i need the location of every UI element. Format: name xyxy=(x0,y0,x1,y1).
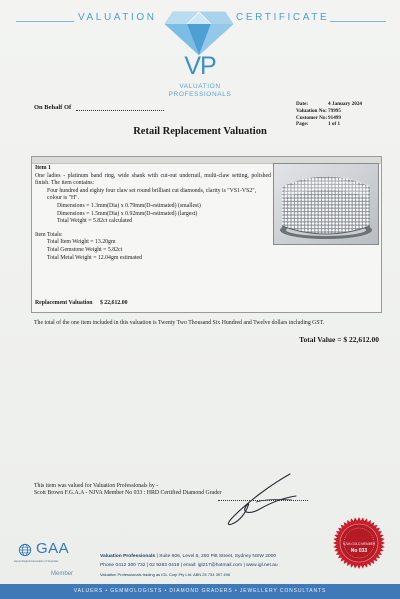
gaa-globe-icon xyxy=(14,539,36,561)
header-rule-left xyxy=(16,21,74,22)
item-dim-largest: Dimensions = 1.5mm(Dia) x 0.92mm(D-estimated) (largest) xyxy=(57,210,198,217)
meta-block xyxy=(296,101,362,128)
item-diamonds: Four hundred and eighty four claw set round brilliant cut diamonds, clarity is "VS1-VS2", colour is "H". xyxy=(47,187,257,202)
gaa-member: Member xyxy=(51,571,74,577)
signature-line xyxy=(218,500,308,501)
gaa-subtitle: Gemmological Association of Australia xyxy=(14,560,58,563)
seal-text-1: NJVA GOLD MEMBER xyxy=(342,542,376,546)
item-box xyxy=(31,156,382,313)
item-description xyxy=(35,165,271,262)
diamond-logo-icon xyxy=(163,10,235,56)
ring-photo xyxy=(273,163,379,245)
document-title: Retail Replacement Valuation xyxy=(133,126,267,137)
header-certificate: CERTIFICATE xyxy=(236,12,330,23)
vp-logo-text: VP xyxy=(184,52,216,80)
bottom-bar-text: VALUERS • GEMMOLOGISTS • DIAMOND GRADERS • JEWELLERY CONSULTANTS xyxy=(73,588,327,594)
item-total-gem-weight: Total Gemstone Weight = 5.82ct xyxy=(47,246,123,253)
replacement-label: Replacement Valuation xyxy=(35,300,93,306)
footer-company-line xyxy=(100,552,310,561)
total-sentence: The total of the one item included in this valuation is Twenty Two Thousand Six Hundred and Twelve dollars including GST. xyxy=(34,320,325,326)
header-valuation: VALUATION xyxy=(78,12,157,23)
meta-row-customer-no: Customer No: 91499 xyxy=(296,114,341,121)
footer-contact: Phone 0412 300 732 | 02 9283 0419 | email: igl217@hotmail.com | www.igl.net.au xyxy=(100,563,278,568)
vp-logo-subtitle xyxy=(160,83,240,99)
item-total-weight: Total Weight = 5.82ct calculated xyxy=(57,218,133,225)
valued-line-2: Scott Brown F.G.A.A - NJVA Member No 033 : HRD Certified Diamond Grader xyxy=(34,490,222,497)
vp-sub-valuation: VALUATION xyxy=(179,83,221,90)
valued-by xyxy=(34,483,222,498)
seal-text-2: No 033 xyxy=(350,548,368,554)
meta-row-date: Date: 4 January 2024 xyxy=(296,101,363,107)
on-behalf-label: On Behalf Of xyxy=(34,104,72,111)
footer-address xyxy=(100,552,310,579)
header-rule-right xyxy=(330,21,386,22)
item-description-text: One ladies - platinum band ring, wide shank with cut-out underrail, multi-claw setting, polished finish. The item contains: xyxy=(35,172,271,187)
valued-line-1: This item was valued for Valuation Professionals by - xyxy=(34,483,159,489)
vp-sub-professionals: PROFESSIONALS xyxy=(168,91,232,98)
footer-trading: Valuation Professionals trading as IGL Corp Pty Ltd. ABN 25 734 397 496 xyxy=(100,572,231,577)
item-total-item-weight: Total Item Weight = 13.20gm xyxy=(47,239,116,246)
item-totals-heading: Item Totals: xyxy=(35,231,63,238)
item-total-metal-weight: Total Metal Weight = 12.04gm estimated xyxy=(47,254,143,261)
item-dim-smallest: Dimensions = 1.3mm(Dia) x 0.79mm(D-estimated) (smallest) xyxy=(57,202,201,209)
item-heading: Item 1 xyxy=(35,165,51,171)
meta-row-valuation-no: Valuation No: 79995 xyxy=(296,107,341,114)
footer-address-text: | Suite 606, Level 6, 250 Pitt Street, Sydney NSW 2000 xyxy=(156,554,277,559)
footer-company: Valuation Professionals xyxy=(100,554,156,559)
njva-seal-icon xyxy=(332,516,386,570)
replacement-valuation xyxy=(35,300,128,306)
on-behalf-line xyxy=(76,110,164,111)
meta-row-page: Page: 1 of 1 xyxy=(296,121,341,128)
replacement-value: $ 22,612.00 xyxy=(99,300,128,306)
gaa-logo-text: GAA xyxy=(36,540,70,557)
total-value: Total Value = $ 22,612.00 xyxy=(299,335,379,344)
